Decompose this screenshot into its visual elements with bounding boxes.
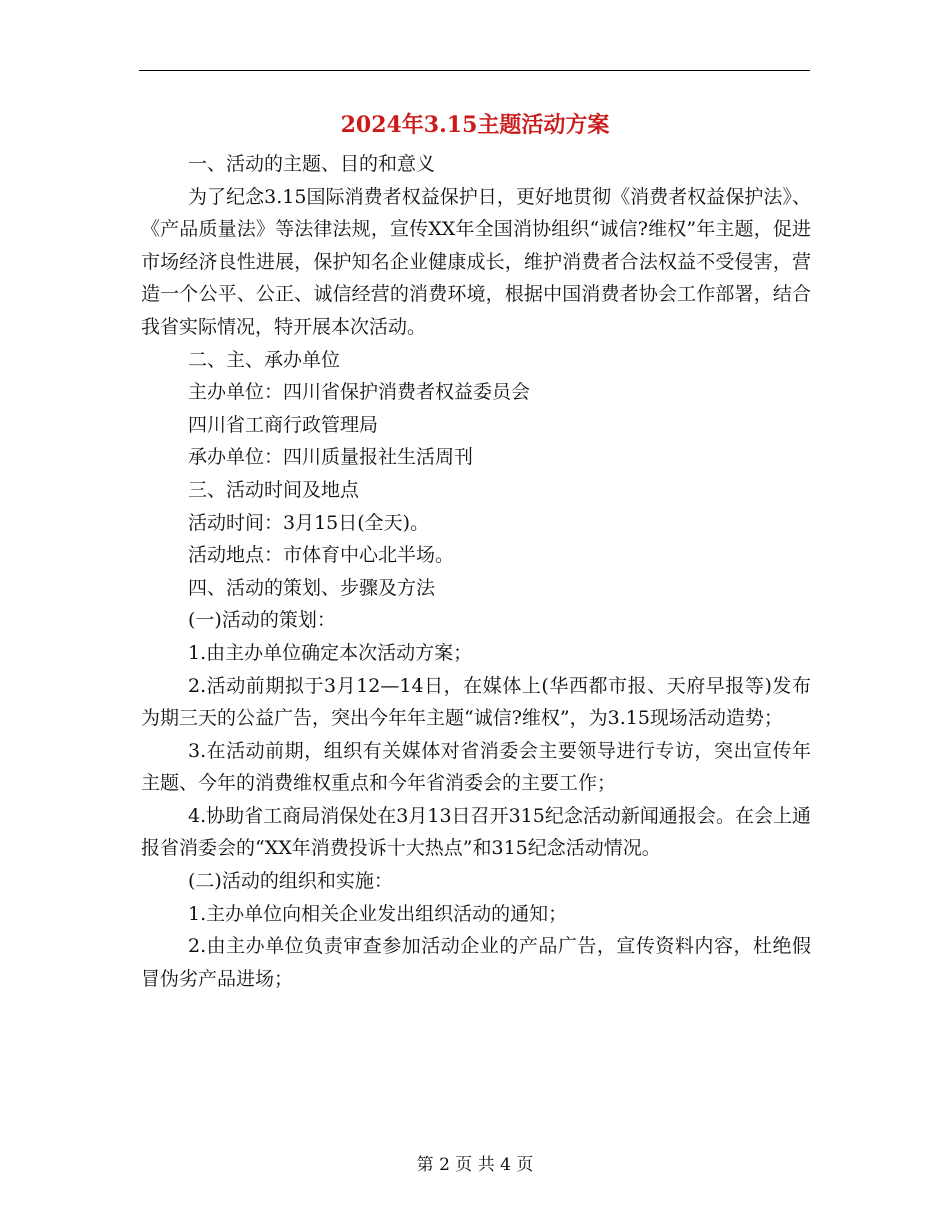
paragraph-undertaker: 承办单位：四川质量报社生活周刊 bbox=[188, 446, 474, 469]
page-indicator: 第 2 页 共 4 页 bbox=[416, 1155, 534, 1175]
list-item: 3.在活动前期，组织有关媒体对省消委会主要领导进行专访，突出宣传年主题、今年的消费维权重点和今年省消委会的主要工作； bbox=[141, 739, 811, 795]
paragraph-purpose: 为了纪念3.15国际消费者权益保护日，更好地贯彻《消费者权益保护法》、《产品质量法》等法律法规，宣传XX年全国消协组织“诚信?维权”年主题，促进市场经济良性进展，保护知名企业健康成长，维护消费者合法权益不受侵害，营造一个公平、公正、诚信经营的消费环境，根据中国消费者协会工作部署，结合我省实际情况，特开展本次活动。 bbox=[141, 185, 811, 338]
subsection-heading-implementation: (二)活动的组织和实施： bbox=[188, 870, 393, 893]
section-heading-1: 一、活动的主题、目的和意义 bbox=[188, 153, 436, 175]
section-heading-4: 四、活动的策划、步骤及方法 bbox=[188, 576, 436, 599]
subsection-heading-planning: (一)活动的策划： bbox=[188, 609, 336, 632]
paragraph-location: 活动地点：市体育中心北半场。 bbox=[188, 544, 455, 567]
section-heading-3: 三、活动时间及地点 bbox=[188, 478, 360, 501]
list-item: 4.协助省工商局消保处在3月13日召开315纪念活动新闻通报会。在会上通报省消委会的“XX年消费投诉十大热点”和315纪念活动情况。 bbox=[141, 804, 811, 860]
section-heading-2: 二、主、承办单位 bbox=[188, 348, 341, 371]
document-title: 2024年3.15主题活动方案 bbox=[340, 112, 610, 138]
paragraph-co-organizer: 四川省工商行政管理局 bbox=[188, 413, 379, 436]
paragraph-time: 活动时间：3月15日(全天)。 bbox=[188, 511, 430, 534]
header-rule bbox=[139, 70, 810, 71]
list-item: 2.活动前期拟于3月12—14日，在媒体上(华西都市报、天府早报等)发布为期三天的公益广告，突出今年年主题“诚信?维权”，为3.15现场活动造势； bbox=[141, 674, 811, 730]
list-item: 2.由主办单位负责审查参加活动企业的产品广告，宣传资料内容，杜绝假冒伪劣产品进场； bbox=[141, 935, 811, 990]
document-body bbox=[141, 148, 811, 995]
list-item: 1.主办单位向相关企业发出组织活动的通知； bbox=[188, 902, 568, 925]
list-item: 1.由主办单位确定本次活动方案； bbox=[188, 641, 473, 664]
paragraph-organizer: 主办单位：四川省保护消费者权益委员会 bbox=[188, 381, 531, 404]
